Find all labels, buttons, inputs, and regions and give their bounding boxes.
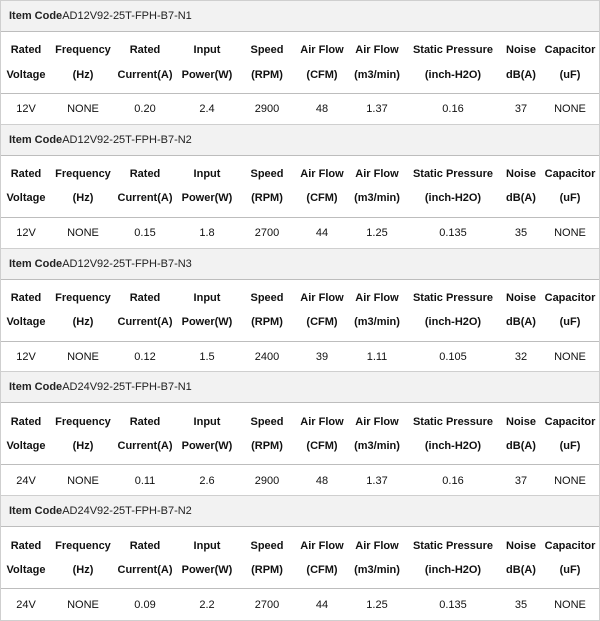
header-cell-rated-voltage bbox=[1, 403, 51, 464]
item-code-row bbox=[1, 125, 599, 156]
header-line: (inch-H2O) bbox=[424, 440, 482, 453]
header-line: (m3/min) bbox=[354, 316, 400, 329]
header-line: Capacitor bbox=[544, 291, 596, 304]
header-cell-speed bbox=[239, 156, 295, 217]
header-line: Capacitor bbox=[544, 415, 596, 428]
header-cell-speed bbox=[239, 527, 295, 588]
header-line: (CFM) bbox=[306, 316, 338, 329]
header-line: (inch-H2O) bbox=[424, 316, 482, 329]
value-cell-air-flow-cfm: 48 bbox=[315, 103, 329, 116]
item-code-label: Item Code bbox=[9, 505, 63, 518]
header-cell-noise bbox=[501, 403, 541, 464]
header-line: Static Pressure bbox=[412, 44, 494, 57]
header-cell-rated-voltage bbox=[1, 280, 51, 341]
header-cell-input-power bbox=[175, 403, 239, 464]
header-cell-air-flow-m3 bbox=[349, 527, 405, 588]
item-code-label: Item Code bbox=[9, 133, 63, 146]
header-cell-static-pressure bbox=[405, 156, 501, 217]
header-line: Air Flow bbox=[300, 168, 344, 181]
value-cell-air-flow-m3: 1.11 bbox=[366, 350, 388, 363]
value-cell-air-flow-cfm: 39 bbox=[315, 350, 329, 363]
value-cell-air-flow-m3: 1.25 bbox=[366, 598, 388, 611]
header-line: Frequency bbox=[55, 168, 111, 181]
value-cell-input-power: 1.5 bbox=[199, 350, 215, 363]
value-cell-rated-voltage: 24V bbox=[16, 598, 36, 611]
header-line: Current(A) bbox=[117, 440, 173, 453]
header-cell-capacitor bbox=[541, 527, 599, 588]
value-cell-rated-voltage: 12V bbox=[16, 350, 36, 363]
header-cell-noise bbox=[501, 280, 541, 341]
header-cell-air-flow-cfm bbox=[295, 527, 349, 588]
header-cell-frequency bbox=[51, 156, 115, 217]
header-line: (uF) bbox=[559, 316, 581, 329]
header-row bbox=[1, 156, 599, 218]
header-line: Rated bbox=[129, 415, 161, 428]
value-cell-static-pressure: 0.16 bbox=[442, 103, 464, 116]
header-line: Current(A) bbox=[117, 68, 173, 81]
header-line: Air Flow bbox=[300, 291, 344, 304]
item-code-value: AD24V92-25T-FPH-B7-N1 bbox=[62, 381, 192, 394]
header-cell-rated-current bbox=[115, 280, 175, 341]
value-cell-air-flow-cfm: 44 bbox=[315, 227, 329, 240]
header-cell-capacitor bbox=[541, 32, 599, 93]
header-line: Air Flow bbox=[300, 415, 344, 428]
value-cell-input-power: 1.8 bbox=[199, 227, 215, 240]
item-section bbox=[1, 372, 599, 496]
value-cell-static-pressure: 0.16 bbox=[442, 474, 464, 487]
item-section bbox=[1, 1, 599, 125]
value-cell-frequency: NONE bbox=[67, 474, 99, 487]
item-code-value: AD12V92-25T-FPH-B7-N1 bbox=[62, 10, 192, 22]
value-cell-rated-voltage: 12V bbox=[16, 227, 36, 240]
header-line: Rated bbox=[10, 168, 42, 181]
header-line: Rated bbox=[129, 168, 161, 181]
header-cell-speed bbox=[239, 403, 295, 464]
header-line: Input bbox=[193, 168, 221, 181]
value-cell-noise: 35 bbox=[514, 598, 528, 611]
item-section bbox=[1, 496, 599, 620]
header-line: Capacitor bbox=[544, 44, 596, 57]
header-line: Static Pressure bbox=[412, 168, 494, 181]
value-cell-speed: 2700 bbox=[254, 598, 280, 611]
header-cell-rated-current bbox=[115, 527, 175, 588]
header-line: (inch-H2O) bbox=[424, 68, 482, 81]
item-code-value: AD24V92-25T-FPH-B7-N2 bbox=[62, 505, 192, 518]
item-code-value: AD12V92-25T-FPH-B7-N2 bbox=[62, 133, 192, 146]
item-section bbox=[1, 249, 599, 373]
item-code-label: Item Code bbox=[9, 257, 63, 270]
header-line: Speed bbox=[250, 415, 284, 428]
header-line: Current(A) bbox=[117, 316, 173, 329]
header-cell-input-power bbox=[175, 527, 239, 588]
header-line: Input bbox=[193, 539, 221, 552]
value-cell-capacitor: NONE bbox=[554, 474, 586, 487]
header-line: (uF) bbox=[559, 192, 581, 205]
value-row bbox=[1, 589, 599, 620]
header-line: Capacitor bbox=[544, 168, 596, 181]
header-cell-air-flow-m3 bbox=[349, 156, 405, 217]
header-cell-rated-voltage bbox=[1, 156, 51, 217]
header-cell-air-flow-cfm bbox=[295, 403, 349, 464]
header-line: Voltage bbox=[6, 316, 46, 329]
header-cell-rated-current bbox=[115, 32, 175, 93]
header-cell-noise bbox=[501, 527, 541, 588]
header-line: Speed bbox=[250, 539, 284, 552]
header-line: Frequency bbox=[55, 291, 111, 304]
header-cell-capacitor bbox=[541, 280, 599, 341]
header-cell-capacitor bbox=[541, 403, 599, 464]
header-cell-rated-voltage bbox=[1, 32, 51, 93]
value-cell-speed: 2700 bbox=[254, 227, 280, 240]
header-line: Voltage bbox=[6, 440, 46, 453]
header-line: (RPM) bbox=[251, 68, 283, 81]
item-code-row bbox=[1, 372, 599, 403]
header-line: (m3/min) bbox=[354, 563, 400, 576]
header-line: Noise bbox=[506, 415, 536, 428]
header-cell-air-flow-cfm bbox=[295, 156, 349, 217]
header-line: Capacitor bbox=[544, 539, 596, 552]
value-cell-input-power: 2.4 bbox=[199, 103, 215, 116]
header-line: Rated bbox=[10, 44, 42, 57]
item-code-row bbox=[1, 249, 599, 280]
header-line: Current(A) bbox=[117, 192, 173, 205]
header-line: Voltage bbox=[6, 563, 46, 576]
header-cell-air-flow-m3 bbox=[349, 403, 405, 464]
header-line: (Hz) bbox=[72, 316, 94, 329]
header-line: Noise bbox=[506, 539, 536, 552]
header-line: Air Flow bbox=[355, 168, 399, 181]
header-line: Rated bbox=[129, 291, 161, 304]
header-cell-capacitor bbox=[541, 156, 599, 217]
header-line: (inch-H2O) bbox=[424, 563, 482, 576]
header-line: Speed bbox=[250, 168, 284, 181]
header-line: (m3/min) bbox=[354, 192, 400, 205]
value-cell-speed: 2400 bbox=[254, 350, 280, 363]
header-line: Voltage bbox=[6, 68, 46, 81]
value-cell-input-power: 2.2 bbox=[199, 598, 215, 611]
value-cell-rated-current: 0.11 bbox=[134, 474, 156, 487]
item-code-row bbox=[1, 1, 599, 32]
header-line: Frequency bbox=[55, 539, 111, 552]
header-line: (CFM) bbox=[306, 563, 338, 576]
value-row bbox=[1, 94, 599, 125]
value-cell-rated-current: 0.15 bbox=[134, 227, 156, 240]
header-line: Frequency bbox=[55, 44, 111, 57]
header-line: Air Flow bbox=[355, 539, 399, 552]
value-cell-frequency: NONE bbox=[67, 598, 99, 611]
header-line: Static Pressure bbox=[412, 539, 494, 552]
header-line: (RPM) bbox=[251, 563, 283, 576]
item-section bbox=[1, 125, 599, 249]
header-line: Speed bbox=[250, 291, 284, 304]
header-line: dB(A) bbox=[506, 440, 536, 453]
header-line: Air Flow bbox=[300, 44, 344, 57]
header-cell-frequency bbox=[51, 32, 115, 93]
value-cell-capacitor: NONE bbox=[554, 103, 586, 116]
header-line: Air Flow bbox=[355, 291, 399, 304]
header-cell-rated-current bbox=[115, 403, 175, 464]
header-line: (uF) bbox=[559, 563, 581, 576]
header-line: (Hz) bbox=[72, 563, 94, 576]
header-line: (RPM) bbox=[251, 440, 283, 453]
header-cell-static-pressure bbox=[405, 32, 501, 93]
header-line: Power(W) bbox=[181, 192, 233, 205]
value-cell-capacitor: NONE bbox=[554, 227, 586, 240]
header-cell-air-flow-m3 bbox=[349, 280, 405, 341]
header-line: Input bbox=[193, 44, 221, 57]
header-line: (CFM) bbox=[306, 68, 338, 81]
header-line: (CFM) bbox=[306, 192, 338, 205]
header-line: (CFM) bbox=[306, 440, 338, 453]
header-cell-static-pressure bbox=[405, 527, 501, 588]
header-line: (m3/min) bbox=[354, 440, 400, 453]
value-cell-air-flow-cfm: 48 bbox=[315, 474, 329, 487]
header-line: Frequency bbox=[55, 415, 111, 428]
header-line: Noise bbox=[506, 168, 536, 181]
value-row bbox=[1, 465, 599, 496]
item-code-row bbox=[1, 496, 599, 527]
header-line: Input bbox=[193, 291, 221, 304]
value-cell-noise: 37 bbox=[514, 103, 528, 116]
value-row bbox=[1, 342, 599, 373]
value-cell-air-flow-cfm: 44 bbox=[315, 598, 329, 611]
value-cell-air-flow-m3: 1.37 bbox=[366, 474, 388, 487]
item-code-value: AD12V92-25T-FPH-B7-N3 bbox=[62, 257, 192, 270]
value-cell-frequency: NONE bbox=[67, 350, 99, 363]
value-cell-rated-current: 0.09 bbox=[134, 598, 156, 611]
value-cell-rated-current: 0.12 bbox=[134, 350, 156, 363]
value-cell-rated-voltage: 12V bbox=[16, 103, 36, 116]
value-row bbox=[1, 218, 599, 249]
value-cell-static-pressure: 0.135 bbox=[439, 598, 467, 611]
item-code-label: Item Code bbox=[9, 381, 63, 394]
header-line: dB(A) bbox=[506, 563, 536, 576]
value-cell-air-flow-m3: 1.25 bbox=[366, 227, 388, 240]
header-line: (uF) bbox=[559, 440, 581, 453]
value-cell-noise: 35 bbox=[514, 227, 528, 240]
header-cell-rated-voltage bbox=[1, 527, 51, 588]
header-cell-speed bbox=[239, 280, 295, 341]
header-cell-frequency bbox=[51, 403, 115, 464]
header-cell-frequency bbox=[51, 527, 115, 588]
header-cell-air-flow-cfm bbox=[295, 280, 349, 341]
header-cell-rated-current bbox=[115, 156, 175, 217]
header-line: Static Pressure bbox=[412, 415, 494, 428]
header-line: Rated bbox=[10, 415, 42, 428]
header-line: Power(W) bbox=[181, 68, 233, 81]
header-cell-input-power bbox=[175, 156, 239, 217]
header-row bbox=[1, 32, 599, 94]
header-line: Air Flow bbox=[300, 539, 344, 552]
header-line: (Hz) bbox=[72, 68, 94, 81]
header-cell-air-flow-cfm bbox=[295, 32, 349, 93]
header-cell-frequency bbox=[51, 280, 115, 341]
value-cell-air-flow-m3: 1.37 bbox=[366, 103, 388, 116]
header-cell-input-power bbox=[175, 280, 239, 341]
header-cell-noise bbox=[501, 32, 541, 93]
header-line: (RPM) bbox=[251, 316, 283, 329]
header-row bbox=[1, 527, 599, 589]
header-line: Speed bbox=[250, 44, 284, 57]
header-line: Noise bbox=[506, 291, 536, 304]
value-cell-input-power: 2.6 bbox=[199, 474, 215, 487]
value-cell-capacitor: NONE bbox=[554, 350, 586, 363]
header-line: Rated bbox=[129, 539, 161, 552]
header-line: Noise bbox=[506, 44, 536, 57]
header-line: Input bbox=[193, 415, 221, 428]
value-cell-static-pressure: 0.105 bbox=[439, 350, 467, 363]
header-cell-input-power bbox=[175, 32, 239, 93]
header-cell-air-flow-m3 bbox=[349, 32, 405, 93]
header-line: Current(A) bbox=[117, 563, 173, 576]
header-cell-speed bbox=[239, 32, 295, 93]
header-row bbox=[1, 403, 599, 465]
header-line: Power(W) bbox=[181, 316, 233, 329]
header-row bbox=[1, 280, 599, 342]
value-cell-speed: 2900 bbox=[254, 103, 280, 116]
value-cell-rated-voltage: 24V bbox=[16, 474, 36, 487]
header-line: Rated bbox=[10, 539, 42, 552]
header-line: dB(A) bbox=[506, 68, 536, 81]
header-line: Air Flow bbox=[355, 415, 399, 428]
header-cell-static-pressure bbox=[405, 280, 501, 341]
header-line: (inch-H2O) bbox=[424, 192, 482, 205]
header-line: (Hz) bbox=[72, 192, 94, 205]
value-cell-static-pressure: 0.135 bbox=[439, 227, 467, 240]
header-line: Air Flow bbox=[355, 44, 399, 57]
header-line: dB(A) bbox=[506, 192, 536, 205]
value-cell-noise: 37 bbox=[514, 474, 528, 487]
header-line: Power(W) bbox=[181, 440, 233, 453]
header-line: Static Pressure bbox=[412, 291, 494, 304]
header-line: (RPM) bbox=[251, 192, 283, 205]
header-line: Rated bbox=[129, 44, 161, 57]
header-line: (uF) bbox=[559, 68, 581, 81]
header-cell-noise bbox=[501, 156, 541, 217]
value-cell-capacitor: NONE bbox=[554, 598, 586, 611]
header-cell-static-pressure bbox=[405, 403, 501, 464]
header-line: Power(W) bbox=[181, 563, 233, 576]
header-line: dB(A) bbox=[506, 316, 536, 329]
header-line: (m3/min) bbox=[354, 68, 400, 81]
value-cell-frequency: NONE bbox=[67, 103, 99, 116]
header-line: (Hz) bbox=[72, 440, 94, 453]
value-cell-speed: 2900 bbox=[254, 474, 280, 487]
value-cell-frequency: NONE bbox=[67, 227, 99, 240]
item-code-label: Item Code bbox=[9, 10, 63, 22]
value-cell-noise: 32 bbox=[514, 350, 528, 363]
header-line: Voltage bbox=[6, 192, 46, 205]
header-line: Rated bbox=[10, 291, 42, 304]
value-cell-rated-current: 0.20 bbox=[134, 103, 156, 116]
